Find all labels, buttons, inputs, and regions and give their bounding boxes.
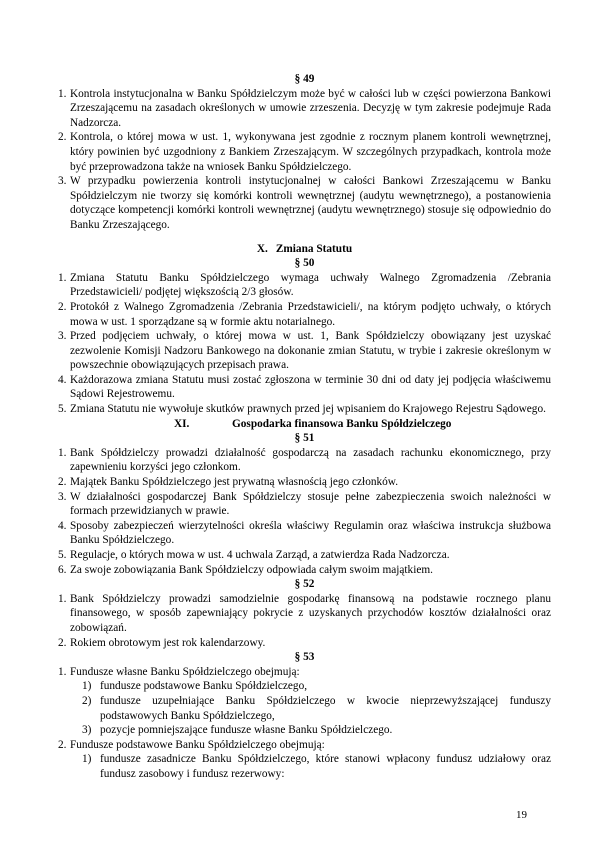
item-text: W działalności gospodarczej Bank Spółdzielczy stosuje pełne zabezpieczenia swoich należności w formach przewidzianych w prawie.	[70, 490, 551, 518]
item-number: 1.	[58, 446, 67, 459]
list-item	[58, 373, 551, 402]
list-item	[58, 329, 551, 373]
sub-list-item	[82, 679, 551, 694]
sub-item-number: 3)	[82, 724, 92, 737]
item-number: 1.	[58, 665, 67, 678]
item-text: Rokiem obrotowym jest rok kalendarzowy.	[70, 636, 266, 649]
sub-item-number: 2)	[82, 694, 92, 707]
sub-list-item	[82, 723, 551, 738]
list-item	[58, 130, 551, 174]
item-number: 3.	[58, 330, 67, 343]
item-text: Bank Spółdzielczy prowadzi samodzielnie gospodarkę finansową na podstawie rocznego planu finansowego, w sposób zapewniający pokrycie z uzyskanych przychodów kosztów działalności oraz zobowiązań.	[70, 592, 551, 634]
item-number: 2.	[58, 300, 67, 313]
chapter-title: Gospodarka finansowa Banku Spółdzielczego	[232, 417, 452, 430]
list-item	[58, 490, 551, 519]
item-number: 1.	[58, 271, 67, 284]
section-50-heading: § 50	[294, 257, 315, 270]
list-item	[58, 665, 551, 738]
sub-item-text: fundusze zasadnicze Banku Spółdzielczego, które stanowi wpłacony fundusz udziałowy oraz fundusz zasobowy i fundusz rezerwowy:	[100, 753, 551, 780]
item-number: 2.	[58, 636, 67, 649]
item-text: Kontrola, o której mowa w ust. 1, wykonywana jest zgodnie z rocznym planem kontroli wewnętrznej, który powinien być uzgodniony z Bankiem Zrzeszającym. W szczególnych przypadkach, kontrola może być przeprowadzona także na wniosek Banku Spółdzielczego.	[70, 131, 551, 173]
item-text: Każdorazowa zmiana Statutu musi zostać zgłoszona w terminie 30 dni od daty jej podjęcia właściwemu Sądowi Rejestrowemu.	[70, 373, 551, 401]
item-text: Fundusze podstawowe Banku Spółdzielczego obejmują:	[70, 738, 325, 751]
item-text: Regulacje, o których mowa w ust. 4 uchwala Zarząd, a zatwierdza Rada Nadzorcza.	[70, 549, 450, 561]
list-item	[58, 87, 551, 131]
sub-list-item	[82, 694, 551, 723]
item-text: Kontrola instytucjonalna w Banku Spółdzielczym może być w całości lub w części powierzona Bankowi Zrzeszającemu na zasadach określonych w umowie zrzeszenia. Decyzję w tym zakresie podejmuje Rada Nadzorcza.	[70, 87, 551, 129]
section-49-heading: § 49	[294, 73, 315, 85]
sub-list	[70, 679, 551, 737]
section-49-list	[58, 87, 551, 233]
sub-item-number: 1)	[82, 680, 92, 693]
section-52-heading: § 52	[294, 578, 315, 591]
item-number: 4.	[58, 519, 67, 532]
list-item	[58, 300, 551, 329]
section-51-heading: § 51	[294, 432, 315, 445]
chapter-title: Zmiana Statutu	[275, 242, 353, 255]
list-item	[58, 174, 551, 232]
item-number: 2.	[58, 131, 67, 144]
sub-item-text: fundusze uzupełniające Banku Spółdzielczego w kwocie nieprzewyższającej funduszy podstawowych Banku Spółdzielczego,	[100, 694, 551, 722]
list-item	[58, 592, 551, 636]
item-text: Bank Spółdzielczy prowadzi działalność gospodarczą na zasadach rachunku ekonomicznego, przy zapewnieniu korzyści jego członkom.	[70, 446, 551, 474]
list-item	[58, 402, 551, 417]
item-number: 4.	[58, 373, 67, 386]
sub-item-number: 1)	[82, 753, 92, 766]
item-number: 3.	[58, 490, 67, 503]
section-51-list	[58, 446, 551, 577]
section-50-list	[58, 271, 551, 417]
section-52-list	[58, 592, 551, 650]
chapter-number: XI.	[174, 417, 190, 430]
item-text: Przed podjęciem uchwały, o której mowa w ust. 1, Bank Spółdzielczy obowiązany jest uzyskać zezwolenie Komisji Nadzoru Bankowego na dokonanie zmian Statutu, w trybie i zakresie określonym w powszechnie obowiązujących przepisach prawa.	[70, 330, 551, 372]
list-item	[58, 563, 551, 578]
item-number: 3.	[58, 175, 67, 188]
item-text: Fundusze własne Banku Spółdzielczego obejmują:	[70, 665, 300, 678]
item-number: 2.	[58, 476, 67, 489]
list-item	[58, 738, 551, 782]
list-item	[58, 475, 551, 490]
section-53-heading: § 53	[294, 651, 315, 664]
item-number: 5.	[58, 403, 67, 416]
chapter-number: X.	[256, 242, 268, 255]
list-item	[58, 271, 551, 300]
chapter-11-heading	[58, 417, 551, 432]
section-53-list	[58, 665, 551, 782]
sub-item-text: pozycje pomniejszające fundusze własne Banku Spółdzielczego.	[100, 724, 393, 737]
list-item	[58, 548, 551, 563]
sub-item-text: fundusze podstawowe Banku Spółdzielczego,	[100, 680, 308, 693]
item-number: 1.	[58, 592, 67, 605]
item-number: 1.	[58, 87, 67, 100]
item-text: Sposoby zabezpieczeń wierzytelności określa właściwy Regulamin oraz właściwa instrukcja służbowa Banku Spółdzielczego.	[70, 519, 551, 547]
item-text: Zmiana Statutu nie wywołuje skutków prawnych przed jej wpisaniem do Krajowego Rejestru Sądowego.	[70, 403, 546, 416]
item-number: 2.	[58, 738, 67, 751]
sub-list-item	[82, 752, 551, 781]
item-text: Majątek Banku Spółdzielczego jest prywatną własnością jego członków.	[70, 476, 399, 489]
list-item	[58, 636, 551, 651]
page-number: 19	[516, 809, 527, 821]
sub-list	[70, 752, 551, 781]
item-text: W przypadku powierzenia kontroli instytucjonalnej w całości Bankowi Zrzeszającemu w Banku Spółdzielczym nie tworzy się komórki kontroli wewnętrznej (audytu wewnętrznego), a postanowienia dotyczące kompetencji komórki kontroli wewnętrznej (audytu wewnętrznego) stosuje się odpowiednio do Banku Zrzeszającego.	[70, 175, 551, 231]
item-text: Protokół z Walnego Zgromadzenia /Zebrania Przedstawicieli/, na którym podjęto uchwały, o których mowa w ust. 1 sporządzane są w formie aktu notarialnego.	[70, 300, 551, 328]
item-number: 5.	[58, 549, 67, 561]
item-text: Za swoje zobowiązania Bank Spółdzielczy odpowiada całym swoim majątkiem.	[70, 563, 433, 576]
item-text: Zmiana Statutu Banku Spółdzielczego wymaga uchwały Walnego Zgromadzenia /Zebrania Przedstawicieli/ podjętej większością 2/3 głosów.	[70, 271, 551, 299]
chapter-10-heading	[58, 242, 551, 257]
list-item	[58, 446, 551, 475]
list-item	[58, 519, 551, 548]
item-number: 6.	[58, 563, 67, 576]
